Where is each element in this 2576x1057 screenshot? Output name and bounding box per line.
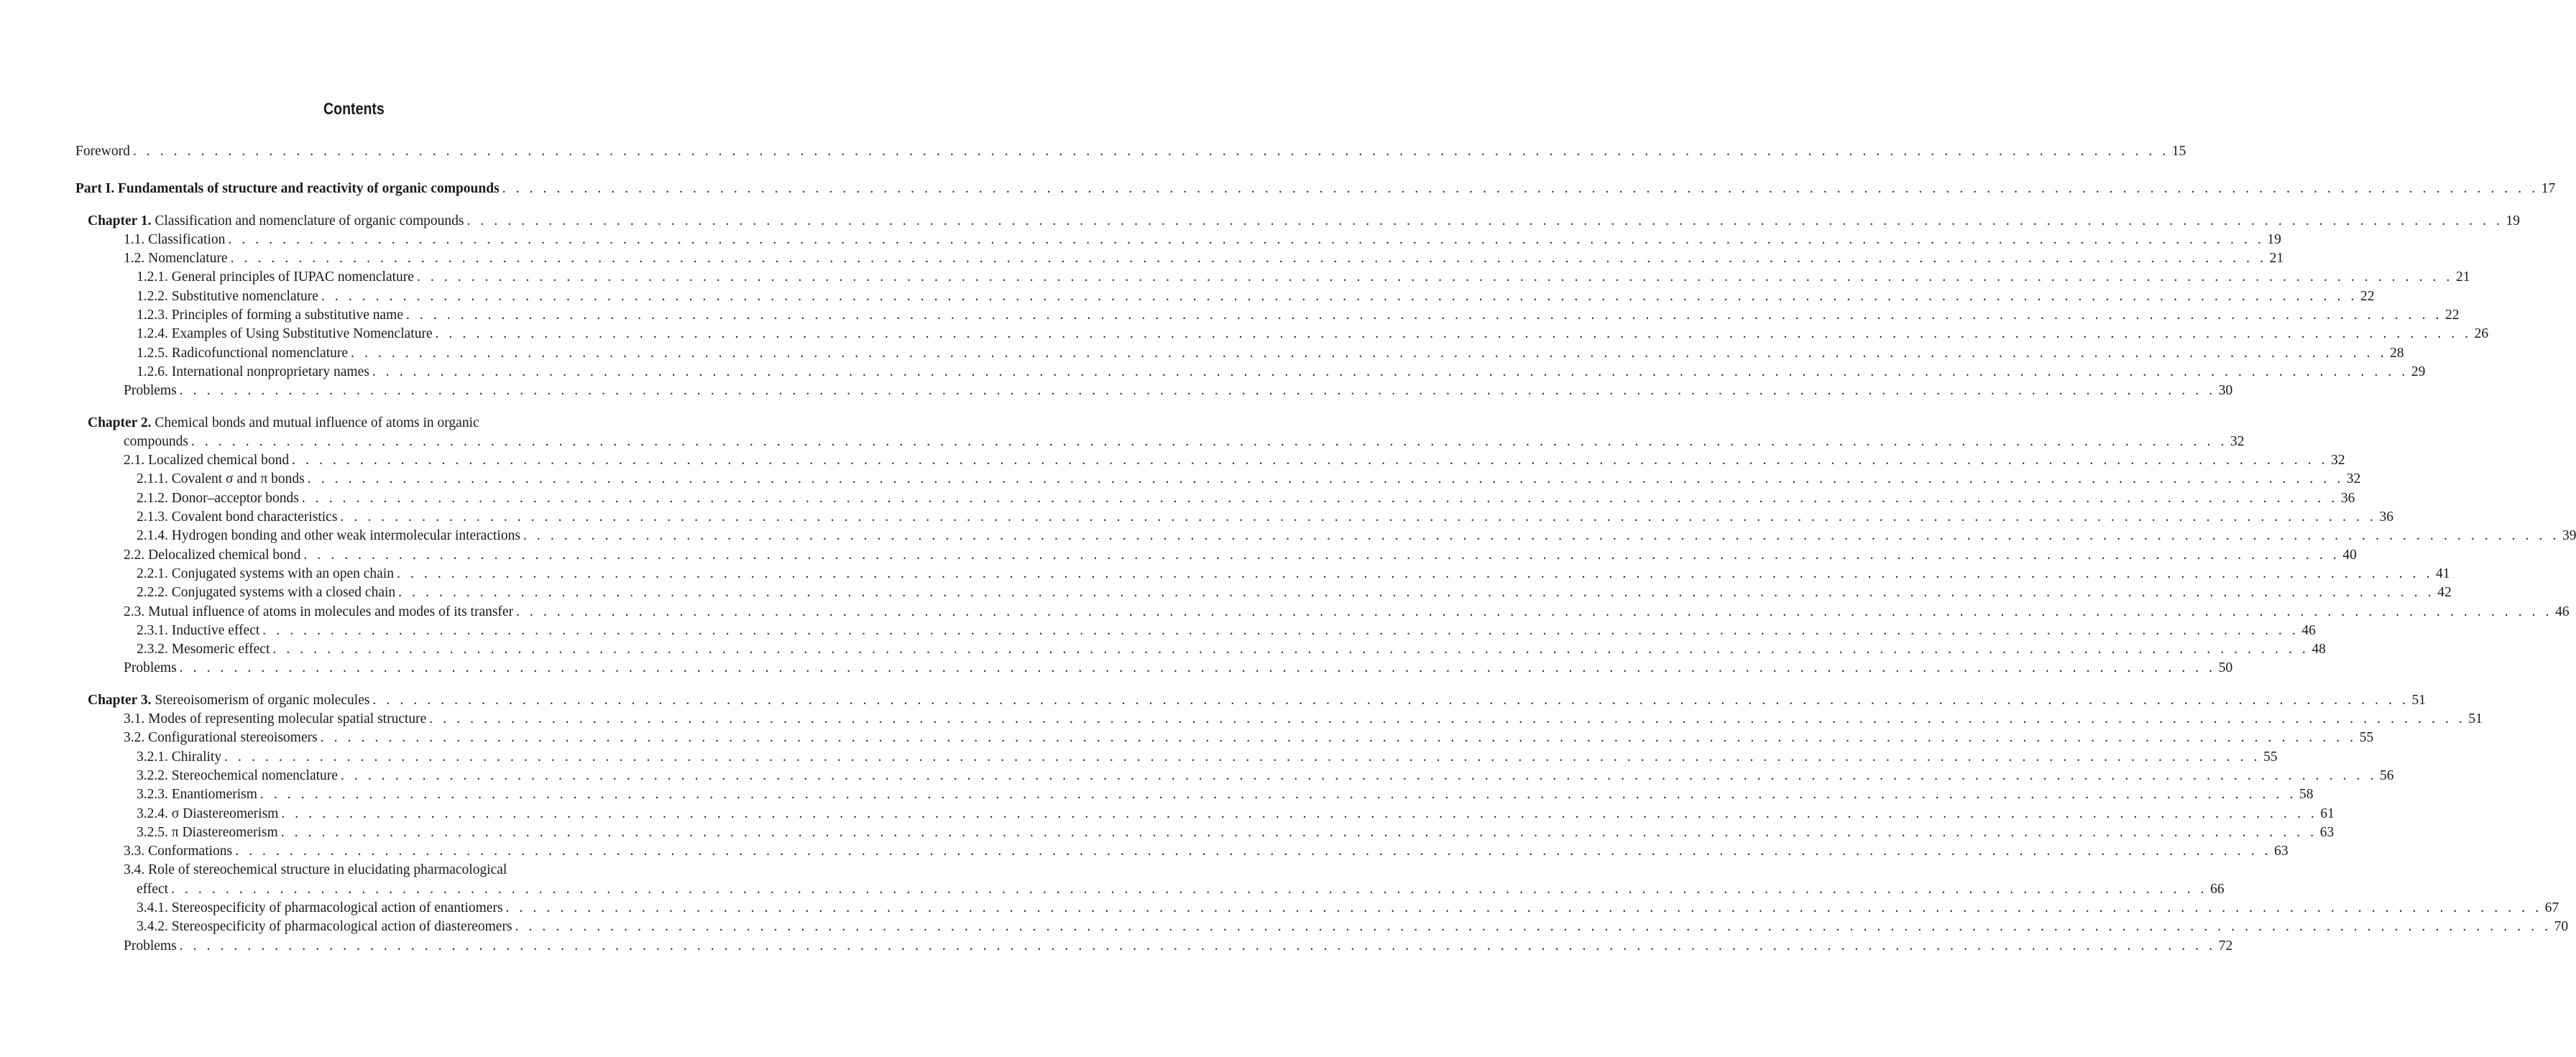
leader-dots: . . . . . . . . . . . . . . . . . . . . . . . . . . . . . . . . . . . . . . . . . . . . . . . . . . . . . . . . . . . . . . . . . . . . . . . . . . . . . . . . . . . . . . . . . . . . . . . . . . . . . . . . . . . . . . . . . . . . . . . . . . . . . . . . . . . . . . . . . . . . . . . . . . . . . . (523, 528, 2559, 544)
toc-entry[interactable] (137, 306, 2460, 325)
leader-dots: . . . . . . . . . . . . . . . . . . . . . . . . . . . . . . . . . . . . . . . . . . . . . . . . . . . . . . . . . . . . . . . . . . . . . . . . . . . . . . . . . . . . . . . . . . . . . . . . . . . . . . . . . . . . . . . . . . . . . . . . . . . . . . . . . . . . . . . . . . . . . . . . . . . . . . (466, 213, 2503, 229)
toc-entry[interactable] (137, 640, 2326, 659)
entry-label: 1.2.3. Principles of forming a substitutive name (137, 308, 403, 323)
page-number: 36 (2379, 509, 2393, 525)
entry-label: 1.2.4. Examples of Using Substitutive Nomenclature (137, 326, 433, 342)
leader-dots: . . . . . . . . . . . . . . . . . . . . . . . . . . . . . . . . . . . . . . . . . . . . . . . . . . . . . . . . . . . . . . . . . . . . . . . . . . . . . . . . . . . . . . . . . . . . . . . . . . . . . . . . . . . . . . . . . . . . . . . . . . . . . . . . . . . . . . . . . . . . . . . . . . . . . . (502, 181, 2539, 197)
leader-dots: . . . . . . . . . . . . . . . . . . . . . . . . . . . . . . . . . . . . . . . . . . . . . . . . . . . . . . . . . . . . . . . . . . . . . . . . . . . . . . . . . . . . . . . . . . . . . . . . . . . . . . . . . . . . . . . . . . . . . . . . . . . . . . . . . . . . . . . . . . . . . . . . . . . . . . (228, 231, 2265, 247)
toc-entry[interactable] (137, 823, 2334, 842)
page-number: 51 (2468, 711, 2483, 727)
leader-dots: . . . . . . . . . . . . . . . . . . . . . . . . . . . . . . . . . . . . . . . . . . . . . . . . . . . . . . . . . . . . . . . . . . . . . . . . . . . . . . . . . . . . . . . . . . . . . . . . . . . . . . . . . . . . . . . . . . . . . . . . . . . . . . . . . . . . . . . . . . . . . . . . . . . . . . (292, 453, 2329, 469)
entry-label: 3.1. Modes of representing molecular spatial structure (124, 711, 427, 727)
entry-title (124, 842, 235, 861)
toc-entry[interactable] (75, 180, 2556, 198)
entry-title (124, 710, 429, 729)
toc-section (0, 180, 2556, 198)
entry-title (137, 344, 351, 363)
toc-entry[interactable] (137, 805, 2334, 823)
entry-label: Chemical bonds and mutual influence of atoms in organic (151, 415, 479, 430)
leader-dots: . . . . . . . . . . . . . . . . . . . . . . . . . . . . . . . . . . . . . . . . . . . . . . . . . . . . . . . . . . . . . . . . . . . . . . . . . . . . . . . . . . . . . . . . . . . . . . . . . . . . . . . . . . . . . . . . . . . . . . . . . . . . . . . . . . . . . . . . . . . . . . . . . . . . . . (307, 471, 2344, 487)
entry-title (137, 306, 406, 325)
toc-entry[interactable] (137, 880, 2225, 899)
toc-entry[interactable] (75, 142, 2186, 161)
leader-dots: . . . . . . . . . . . . . . . . . . . . . . . . . . . . . . . . . . . . . . . . . . . . . . . . . . . . . . . . . . . . . . . . . . . . . . . . . . . . . . . . . . . . . . . . . . . . . . . . . . . . . . . . . . . . . . . . . . . . . . . . . . . . . . . . . . . . . . . . . . . . . . . . . . . . . . (179, 938, 2216, 954)
page-number: 63 (2274, 844, 2288, 859)
entry-title (124, 382, 180, 400)
entry-title (137, 805, 281, 823)
leader-dots: . . . . . . . . . . . . . . . . . . . . . . . . . . . . . . . . . . . . . . . . . . . . . . . . . . . . . . . . . . . . . . . . . . . . . . . . . . . . . . . . . . . . . . . . . . . . . . . . . . . . . . . . . . . . . . . . . . . . . . . . . . . . . . . . . . . . . . . . . . . . . . . . . . . . . . (171, 881, 2208, 897)
page-number: 61 (2320, 806, 2334, 821)
leader-dots: . . . . . . . . . . . . . . . . . . . . . . . . . . . . . . . . . . . . . . . . . . . . . . . . . . . . . . . . . . . . . . . . . . . . . . . . . . . . . . . . . . . . . . . . . . . . . . . . . . . . . . . . . . . . . . . . . . . . . . . . . . . . . . . . . . . . . . . . . . . . . . . . . . . . . . (340, 767, 2377, 783)
toc-entry[interactable] (137, 748, 2278, 767)
entry-label: Stereoisomerism of organic molecules (151, 692, 370, 708)
page-number: 30 (2218, 383, 2233, 399)
entry-title (137, 823, 281, 842)
leader-dots: . . . . . . . . . . . . . . . . . . . . . . . . . . . . . . . . . . . . . . . . . . . . . . . . . . . . . . . . . . . . . . . . . . . . . . . . . . . . . . . . . . . . . . . . . . . . . . . . . . . . . . . . . . . . . . . . . . . . . . . . . . . . . . . . . . . . . . . . . . . . . . . . . . . . . . (416, 269, 2453, 285)
entry-title (137, 640, 272, 659)
entry-title (88, 414, 482, 433)
toc-entry[interactable] (137, 565, 2450, 583)
toc-entry[interactable] (137, 268, 2470, 287)
page-number: 67 (2544, 900, 2559, 915)
entry-label: 3.2. Configurational stereoisomers (124, 730, 318, 746)
toc-entry[interactable] (137, 470, 2361, 489)
entry-title (137, 489, 302, 508)
toc-section (0, 414, 2576, 678)
leader-dots: . . . . . . . . . . . . . . . . . . . . . . . . . . . . . . . . . . . . . . . . . . . . . . . . . . . . . . . . . . . . . . . . . . . . . . . . . . . . . . . . . . . . . . . . . . . . . . . . . . . . . . . . . . . . . . . . . . . . . . . . . . . . . . . . . . . . . . . . . . . . . . . . . . . . . . (280, 824, 2317, 840)
page-number: 22 (2360, 288, 2375, 304)
page-number: 55 (2263, 749, 2278, 765)
page-number: 63 (2319, 824, 2334, 840)
page-number: 51 (2411, 692, 2426, 708)
entry-title (137, 767, 341, 785)
entry-title (124, 231, 228, 249)
leader-dots: . . . . . . . . . . . . . . . . . . . . . . . . . . . . . . . . . . . . . . . . . . . . . . . . . . . . . . . . . . . . . . . . . . . . . . . . . . . . . . . . . . . . . . . . . . . . . . . . . . . . . . . . . . . . . . . . . . . . . . . . . . . . . . . . . . . . . . . . . . . . . . . . . . . . . . (132, 144, 2169, 159)
leader-dots: . . . . . . . . . . . . . . . . . . . . . . . . . . . . . . . . . . . . . . . . . . . . . . . . . . . . . . . . . . . . . . . . . . . . . . . . . . . . . . . . . . . . . . . . . . . . . . . . . . . . . . . . . . . . . . . . . . . . . . . . . . . . . . . . . . . . . . . . . . . . . . . . . . . . . . (281, 806, 2318, 821)
toc-entry[interactable] (88, 691, 2426, 710)
leader-dots: . . . . . . . . . . . . . . . . . . . . . . . . . . . . . . . . . . . . . . . . . . . . . . . . . . . . . . . . . . . . . . . . . . . . . . . . . . . . . . . . . . . . . . . . . . . . . . . . . . . . . . . . . . . . . . . . . . . . . . . . . . . . . . . . . . . . . . . . . . . . . . . . . . . . . . (516, 604, 2553, 619)
page-number: 72 (2218, 938, 2233, 954)
leader-dots: . . . . . . . . . . . . . . . . . . . . . . . . . . . . . . . . . . . . . . . . . . . . . . . . . . . . . . . . . . . . . . . . . . . . . . . . . . . . . . . . . . . . . . . . . . . . . . . . . . . . . . . . . . . . . . . . . . . . . . . . . . . . . . . . . . . . . . . . . . . . . . . . . . . . . . (340, 509, 2377, 525)
entry-title (75, 180, 502, 198)
entry-bold-prefix: Chapter 2. (88, 415, 152, 430)
entry-label: 3.2.1. Chirality (137, 749, 222, 765)
page-number: 32 (2346, 471, 2361, 487)
page-number: 28 (2390, 345, 2404, 361)
page-number: 55 (2359, 730, 2374, 746)
entry-title: compounds (124, 433, 188, 449)
entry-label: Problems (124, 938, 177, 954)
entry-title (137, 470, 308, 489)
section-gap (0, 401, 719, 414)
leader-dots: . . . . . . . . . . . . . . . . . . . . . . . . . . . . . . . . . . . . . . . . . . . . . . . . . . . . . . . . . . . . . . . . . . . . . . . . . . . . . . . . . . . . . . . . . . . . . . . . . . . . . . . . . . . . . . . . . . . . . . . . . . . . . . . . . . . . . . . . . . . . . . . . . . . . . . (179, 660, 2216, 676)
entry-title (137, 622, 262, 640)
entry-title (124, 729, 321, 747)
leader-dots: . . . . . . . . . . . . . . . . . . . . . . . . . . . . . . . . . . . . . . . . . . . . . . . . . . . . . . . . . . . . . . . . . . . . . . . . . . . . . . . . . . . . . . . . . . . . . . . . . . . . . . . . . . . . . . . . . . . . . . . . . . . . . . . . . . . . . . . . . . . . . . . . . . . . . . (235, 844, 2272, 859)
page-number: 29 (2411, 364, 2426, 379)
toc-entry[interactable] (137, 527, 2576, 545)
entry-title (137, 287, 321, 306)
entry-title (124, 937, 180, 956)
entry-title (137, 583, 398, 602)
toc-entry[interactable] (124, 729, 2374, 747)
entry-label: 3.2.5. π Diastereomerism (137, 824, 278, 840)
entry-title (124, 603, 516, 622)
entry-title (88, 212, 467, 231)
page-number: 41 (2436, 566, 2450, 581)
entry-label: 3.4. Role of stereochemical structure in elucidating pharmacological (124, 862, 507, 878)
table-of-contents (0, 142, 2576, 956)
toc-entry[interactable] (124, 710, 2483, 729)
entry-title (137, 268, 417, 287)
page-number: 66 (2210, 881, 2225, 897)
entry-label: 1.2.5. Radicofunctional nomenclature (137, 345, 349, 361)
leader-dots: . . . . . . . . . . . . . . . . . . . . . . . . . . . . . . . . . . . . . . . . . . . . . . . . . . . . . . . . . . . . . . . . . . . . . . . . . . . . . . . . . . . . . . . . . . . . . . . . . . . . . . . . . . . . . . . . . . . . . . . . . . . . . . . . . . . . . . . . . . . . . . . . . . . . . . (429, 711, 2466, 727)
toc-entry[interactable] (124, 231, 2281, 249)
page-title: Contents (323, 99, 385, 118)
entry-title (137, 785, 260, 804)
toc-entry[interactable] (124, 842, 2288, 861)
entry-title (137, 527, 523, 545)
entry-bold-prefix: Chapter 1. (88, 213, 152, 229)
page-number: 40 (2342, 547, 2357, 563)
leader-dots: . . . . . . . . . . . . . . . . . . . . . . . . . . . . . . . . . . . . . . . . . . . . . . . . . . . . . . . . . . . . . . . . . . . . . . . . . . . . . . . . . . . . . . . . . . . . . . . . . . . . . . . . . . . . . . . . . . . . . . . . . . . . . . . . . . . . . . . . . . . . . . . . . . . . . . (272, 642, 2309, 657)
entry-label: 2.1.2. Donor–acceptor bonds (137, 490, 299, 506)
page-number: 58 (2299, 787, 2314, 803)
entry-label: 1.2. Nomenclature (124, 251, 228, 267)
leader-dots: . . . . . . . . . . . . . . . . . . . . . . . . . . . . . . . . . . . . . . . . . . . . . . . . . . . . . . . . . . . . . . . . . . . . . . . . . . . . . . . . . . . . . . . . . . . . . . . . . . . . . . . . . . . . . . . . . . . . . . . . . . . . . . . . . . . . . . . . . . . . . . . . . . . . . . (505, 900, 2542, 915)
entry-label: 2.2.1. Conjugated systems with an open chain (137, 566, 394, 581)
toc-entry[interactable] (88, 212, 2521, 231)
section-gap (0, 161, 719, 180)
entry-title (124, 659, 180, 678)
entry-label: 2.1. Localized chemical bond (124, 453, 290, 469)
entry-label: 3.4.1. Stereospecificity of pharmacological action of enantiomers (137, 900, 503, 915)
toc-entry[interactable] (124, 382, 2233, 400)
toc-entry[interactable] (137, 508, 2393, 527)
leader-dots: . . . . . . . . . . . . . . . . . . . . . . . . . . . . . . . . . . . . . . . . . . . . . . . . . . . . . . . . . . . . . . . . . . . . . . . . . . . . . . . . . . . . . . . . . . . . . . . . . . . . . . . . . . . . . . . . . . . . . . . . . . . . . . . . . . . . . . . . . . . . . . . . . . . . . . (230, 251, 2267, 267)
page-number: 19 (2506, 213, 2521, 229)
entry-title (137, 899, 506, 918)
toc-entry[interactable] (137, 489, 2355, 508)
page-number: 50 (2218, 660, 2233, 676)
page-number: 70 (2554, 919, 2569, 935)
entry-label: 1.2.6. International nonproprietary names (137, 364, 369, 379)
entry-label: 2.3.1. Inductive effect (137, 622, 260, 638)
toc-entry[interactable] (124, 546, 2357, 565)
page-number: 46 (2555, 604, 2570, 619)
entry-label: 2.1.1. Covalent σ and π bonds (137, 471, 305, 487)
leader-dots: . . . . . . . . . . . . . . . . . . . . . . . . . . . . . . . . . . . . . . . . . . . . . . . . . . . . . . . . . . . . . . . . . . . . . . . . . . . . . . . . . . . . . . . . . . . . . . . . . . . . . . . . . . . . . . . . . . . . . . . . . . . . . . . . . . . . . . . . . . . . . . . . . . . . . . (320, 730, 2357, 746)
entry-label: 3.2.2. Stereochemical nomenclature (137, 767, 338, 783)
toc-entry[interactable] (137, 325, 2489, 343)
page-number: 56 (2379, 767, 2394, 783)
toc-entry[interactable] (137, 344, 2404, 363)
entry-label: 2.3.2. Mesomeric effect (137, 642, 270, 657)
page-number: 22 (2445, 308, 2460, 323)
page-number: 36 (2340, 490, 2355, 506)
entry-title (137, 748, 224, 767)
toc-entry[interactable] (124, 249, 2284, 268)
entry-title (137, 325, 436, 343)
entry-label: Classification and nomenclature of organic compounds (151, 213, 464, 229)
leader-dots: . . . . . . . . . . . . . . . . . . . . . . . . . . . . . . . . . . . . . . . . . . . . . . . . . . . . . . . . . . . . . . . . . . . . . . . . . . . . . . . . . . . . . . . . . . . . . . . . . . . . . . . . . . . . . . . . . . . . . . . . . . . . . . . . . . . . . . . . . . . . . . . . . . . . . . (398, 585, 2435, 601)
toc-entry[interactable] (137, 363, 2426, 382)
page-number: 46 (2301, 622, 2316, 638)
toc-entry[interactable] (124, 603, 2570, 622)
entry-title (124, 249, 231, 268)
entry-title (137, 918, 515, 936)
page-number: 32 (2230, 433, 2245, 449)
entry-label: 3.3. Conformations (124, 844, 233, 859)
page-number: 26 (2474, 326, 2489, 342)
page-number: 17 (2541, 181, 2556, 197)
page-number: 39 (2562, 528, 2576, 544)
toc-section (0, 142, 2186, 161)
entry-label: 1.2.1. General principles of IUPAC nomenclature (137, 269, 414, 285)
page-number: 21 (2455, 269, 2470, 285)
toc-entry[interactable] (88, 414, 632, 433)
entry-label: 1.2.2. Substitutive nomenclature (137, 288, 318, 304)
toc-section (0, 691, 2569, 956)
leader-dots: . . . . . . . . . . . . . . . . . . . . . . . . . . . . . . . . . . . . . . . . . . . . . . . . . . . . . . . . . . . . . . . . . . . . . . . . . . . . . . . . . . . . . . . . . . . . . . . . . . . . . . . . . . . . . . . . . . . . . . . . . . . . . . . . . . . . . . . . . . . . . . . . . . . . . . (303, 547, 2340, 563)
entry-label: 2.1.4. Hydrogen bonding and other weak intermolecular interactions (137, 528, 520, 544)
entry-label: Foreword (75, 144, 130, 159)
toc-entry[interactable] (137, 287, 2375, 306)
entry-title (88, 691, 372, 710)
entry-title (124, 451, 292, 470)
page-number: 48 (2312, 642, 2326, 657)
entry-title (137, 508, 340, 527)
entry-label: 2.2.2. Conjugated systems with a closed chain (137, 585, 396, 601)
leader-dots: . . . . . . . . . . . . . . . . . . . . . . . . . . . . . . . . . . . . . . . . . . . . . . . . . . . . . . . . . . . . . . . . . . . . . . . . . . . . . . . . . . . . . . . . . . . . . . . . . . . . . . . . . . . . . . . . . . . . . . . . . . . . . . . . . . . . . . . . . . . . . . . . . . . . . . (351, 345, 2388, 361)
entry-title: effect (137, 881, 169, 897)
toc-entry[interactable] (124, 937, 2233, 956)
leader-dots: . . . . . . . . . . . . . . . . . . . . . . . . . . . . . . . . . . . . . . . . . . . . . . . . . . . . . . . . . . . . . . . . . . . . . . . . . . . . . . . . . . . . . . . . . . . . . . . . . . . . . . . . . . . . . . . . . . . . . . . . . . . . . . . . . . . . . . . . . . . . . . . . . . . . . . (321, 288, 2358, 304)
page-number: 21 (2269, 251, 2284, 267)
entry-label: Problems (124, 660, 177, 676)
toc-entry[interactable] (137, 918, 2569, 936)
leader-dots: . . . . . . . . . . . . . . . . . . . . . . . . . . . . . . . . . . . . . . . . . . . . . . . . . . . . . . . . . . . . . . . . . . . . . . . . . . . . . . . . . . . . . . . . . . . . . . . . . . . . . . . . . . . . . . . . . . . . . . . . . . . . . . . . . . . . . . . . . . . . . . . . . . . . . . (435, 326, 2472, 342)
entry-title (124, 861, 510, 880)
leader-dots: . . . . . . . . . . . . . . . . . . . . . . . . . . . . . . . . . . . . . . . . . . . . . . . . . . . . . . . . . . . . . . . . . . . . . . . . . . . . . . . . . . . . . . . . . . . . . . . . . . . . . . . . . . . . . . . . . . . . . . . . . . . . . . . . . . . . . . . . . . . . . . . . . . . . . . (397, 566, 2434, 581)
toc-entry[interactable] (124, 433, 2245, 451)
leader-dots: . . . . . . . . . . . . . . . . . . . . . . . . . . . . . . . . . . . . . . . . . . . . . . . . . . . . . . . . . . . . . . . . . . . . . . . . . . . . . . . . . . . . . . . . . . . . . . . . . . . . . . . . . . . . . . . . . . . . . . . . . . . . . . . . . . . . . . . . . . . . . . . . . . . . . . (515, 919, 2552, 935)
toc-section (0, 212, 2521, 401)
leader-dots: . . . . . . . . . . . . . . . . . . . . . . . . . . . . . . . . . . . . . . . . . . . . . . . . . . . . . . . . . . . . . . . . . . . . . . . . . . . . . . . . . . . . . . . . . . . . . . . . . . . . . . . . . . . . . . . . . . . . . . . . . . . . . . . . . . . . . . . . . . . . . . . . . . . . . . (372, 692, 2409, 708)
entry-title (75, 142, 133, 161)
entry-title (137, 565, 397, 583)
page-number: 19 (2267, 231, 2281, 247)
entry-bold-prefix: Chapter 3. (88, 692, 152, 708)
toc-entry[interactable] (124, 451, 2345, 470)
page-number: 15 (2171, 144, 2186, 159)
toc-entry[interactable] (137, 622, 2316, 640)
section-gap (0, 199, 719, 212)
toc-entry[interactable] (137, 583, 2452, 602)
leader-dots: . . . . . . . . . . . . . . . . . . . . . . . . . . . . . . . . . . . . . . . . . . . . . . . . . . . . . . . . . . . . . . . . . . . . . . . . . . . . . . . . . . . . . . . . . . . . . . . . . . . . . . . . . . . . . . . . . . . . . . . . . . . . . . . . . . . . . . . . . . . . . . . . . . . . . . (224, 749, 2261, 765)
leader-dots: . . . . . . . . . . . . . . . . . . . . . . . . . . . . . . . . . . . . . . . . . . . . . . . . . . . . . . . . . . . . . . . . . . . . . . . . . . . . . . . . . . . . . . . . . . . . . . . . . . . . . . . . . . . . . . . . . . . . . . . . . . . . . . . . . . . . . . . . . . . . . . . . . . . . . . (372, 364, 2409, 379)
entry-label: 3.4.2. Stereospecificity of pharmacological action of diastereomers (137, 919, 512, 935)
entry-title (137, 363, 372, 382)
toc-entry[interactable] (124, 659, 2233, 678)
entry-label: 2.1.3. Covalent bond characteristics (137, 509, 338, 525)
toc-entry[interactable] (124, 861, 632, 880)
leader-dots: . . . . . . . . . . . . . . . . . . . . . . . . . . . . . . . . . . . . . . . . . . . . . . . . . . . . . . . . . . . . . . . . . . . . . . . . . . . . . . . . . . . . . . . . . . . . . . . . . . . . . . . . . . . . . . . . . . . . . . . . . . . . . . . . . . . . . . . . . . . . . . . . . . . . . . (259, 787, 2296, 803)
entry-label: Problems (124, 383, 177, 399)
entry-title (124, 546, 303, 565)
toc-entry[interactable] (137, 785, 2314, 804)
leader-dots: . . . . . . . . . . . . . . . . . . . . . . . . . . . . . . . . . . . . . . . . . . . . . . . . . . . . . . . . . . . . . . . . . . . . . . . . . . . . . . . . . . . . . . . . . . . . . . . . . . . . . . . . . . . . . . . . . . . . . . . . . . . . . . . . . . . . . . . . . . . . . . . . . . . . . . (406, 308, 2443, 323)
leader-dots: . . . . . . . . . . . . . . . . . . . . . . . . . . . . . . . . . . . . . . . . . . . . . . . . . . . . . . . . . . . . . . . . . . . . . . . . . . . . . . . . . . . . . . . . . . . . . . . . . . . . . . . . . . . . . . . . . . . . . . . . . . . . . . . . . . . . . . . . . . . . . . . . . . . . . . (262, 622, 2299, 638)
toc-entry[interactable] (137, 899, 2559, 918)
entry-label: 3.2.4. σ Diastereomerism (137, 806, 279, 821)
section-gap (0, 678, 719, 691)
leader-dots: . . . . . . . . . . . . . . . . . . . . . . . . . . . . . . . . . . . . . . . . . . . . . . . . . . . . . . . . . . . . . . . . . . . . . . . . . . . . . . . . . . . . . . . . . . . . . . . . . . . . . . . . . . . . . . . . . . . . . . . . . . . . . . . . . . . . . . . . . . . . . . . . . . . . . . (190, 433, 2227, 449)
leader-dots: . . . . . . . . . . . . . . . . . . . . . . . . . . . . . . . . . . . . . . . . . . . . . . . . . . . . . . . . . . . . . . . . . . . . . . . . . . . . . . . . . . . . . . . . . . . . . . . . . . . . . . . . . . . . . . . . . . . . . . . . . . . . . . . . . . . . . . . . . . . . . . . . . . . . . . (179, 383, 2216, 399)
entry-label: 1.1. Classification (124, 231, 226, 247)
page-number: 32 (2331, 453, 2345, 469)
leader-dots: . . . . . . . . . . . . . . . . . . . . . . . . . . . . . . . . . . . . . . . . . . . . . . . . . . . . . . . . . . . . . . . . . . . . . . . . . . . . . . . . . . . . . . . . . . . . . . . . . . . . . . . . . . . . . . . . . . . . . . . . . . . . . . . . . . . . . . . . . . . . . . . . . . . . . . (301, 490, 2338, 506)
toc-entry[interactable] (137, 767, 2394, 785)
entry-label: 2.2. Delocalized chemical bond (124, 547, 301, 563)
entry-label: 2.3. Mutual influence of atoms in molecules and modes of its transfer (124, 604, 514, 619)
entry-bold-prefix: Part I. Fundamentals of structure and reactivity of organic compounds (75, 181, 500, 197)
entry-label: 3.2.3. Enantiomerism (137, 787, 257, 803)
page-number: 42 (2437, 585, 2452, 601)
